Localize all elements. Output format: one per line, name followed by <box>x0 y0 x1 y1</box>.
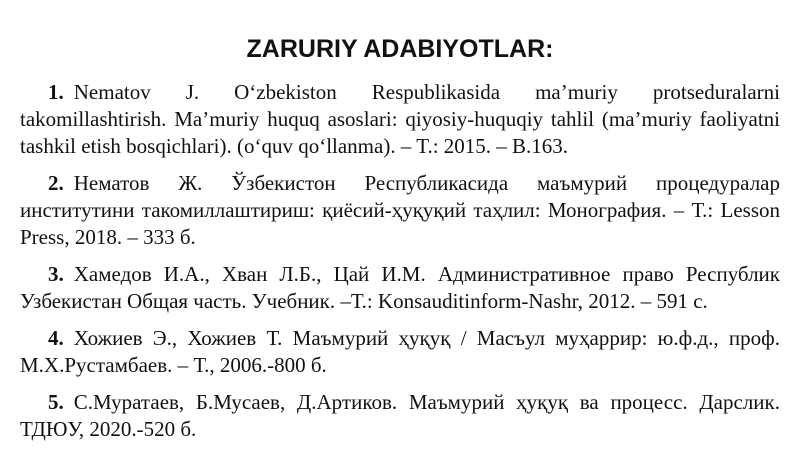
reference-text: Хожиев Э., Хожиев Т. Маъмурий ҳуқуқ / Масъул муҳаррир: ю.ф.д., проф. М.Х.Рустамбаев. – Т., 2006.-800 б. <box>20 326 780 377</box>
reference-number: 1. <box>48 80 64 104</box>
reference-item-1 <box>20 79 780 160</box>
reference-text: Хамедов И.А., Хван Л.Б., Цай И.М. Административное право Республик Узбекистан Общая часть. Учебник. –Т.: Konsauditinform-Nashr, 2012. – 591 с. <box>20 262 780 313</box>
reference-item-2 <box>20 170 780 251</box>
reference-item-4 <box>20 325 780 379</box>
reference-item-5 <box>20 389 780 443</box>
reference-text: Nematov J. O‘zbekiston Respublikasida ma’muriy protseduralarni takomillashtirish. Ma’muriy huquq asoslari: qiyosiy-huquqiy tahlil (ma’muriy faoliyatni tashkil etish bosqichlari). (o‘quv qo‘llanma). – T.: 2015. – B.163. <box>20 80 780 158</box>
reference-text: С.Муратаев, Б.Мусаев, Д.Артиков. Маъмурий ҳуқуқ ва процесс. Дарслик. ТДЮУ, 2020.-520 б. <box>20 390 780 441</box>
reference-number: 3. <box>48 262 64 286</box>
reference-list <box>20 79 780 443</box>
reference-number: 5. <box>48 390 64 414</box>
page-title: ZARURIY ADABIYOTLAR: <box>246 35 554 63</box>
reference-number: 4. <box>48 326 64 350</box>
reference-text: Нематов Ж. Ўзбекистон Республикасида маъмурий процедуралар институтини такомиллаштириш: қиёсий-ҳуқуқий таҳлил: Монография. – Т.: Lesson Press, 2018. – 333 б. <box>20 171 780 249</box>
reference-item-3 <box>20 261 780 315</box>
reference-number: 2. <box>48 171 64 195</box>
